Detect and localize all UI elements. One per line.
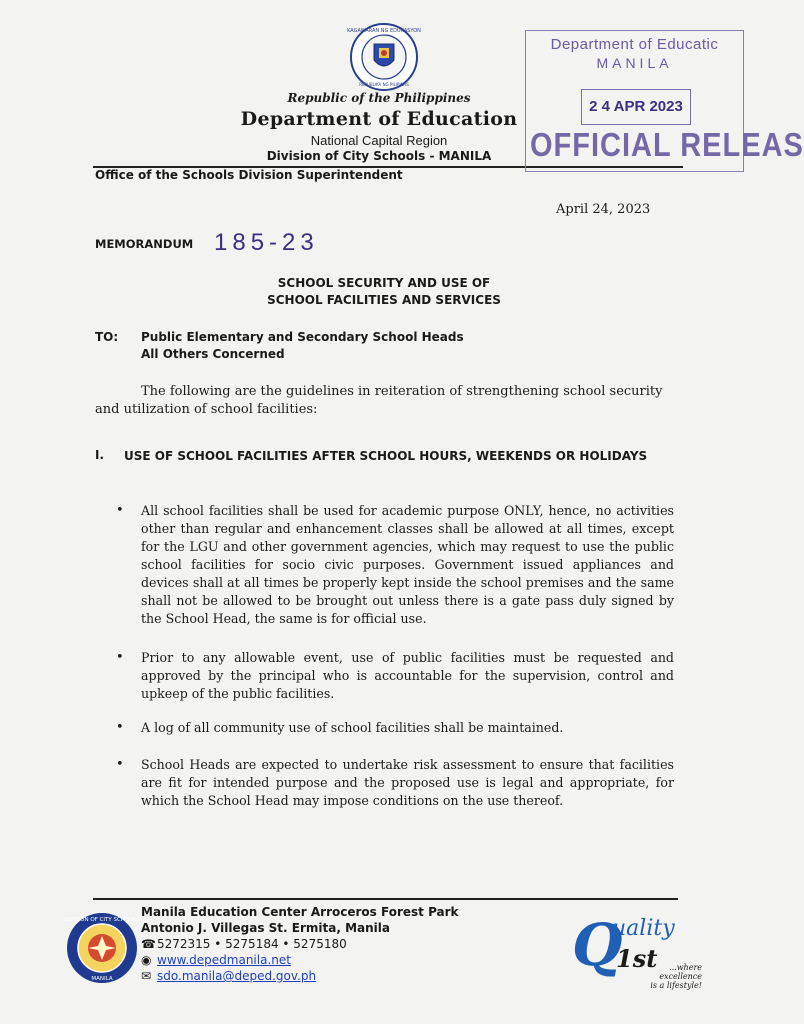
svg-text:1st: 1st: [616, 944, 658, 973]
footer-address-line2: Antonio J. Villegas St. Ermita, Manila: [141, 921, 390, 935]
stamp-department: Department of Educatic: [550, 36, 719, 53]
bullet-marker: •: [116, 503, 124, 518]
to-recipients-line1: Public Elementary and Secondary School Heads: [141, 330, 464, 344]
bullet-item: School Heads are expected to undertake risk assessment to ensure that facilities are fit for intended purpose and the proposed use is legal and appropriate, for which the School Head may impose conditions on the use thereof.: [141, 757, 674, 808]
bullet-item: Prior to any allowable event, use of public facilities must be requested and approved by the principal who is accountable for the supervision, control and upkeep of the public facilities.: [141, 650, 674, 701]
phone-icon: ☎: [141, 937, 156, 951]
globe-icon: ◉: [141, 953, 152, 967]
memo-number: 185-23: [214, 229, 319, 256]
quality-tagline-line1: ...where excellence: [659, 963, 702, 981]
svg-text:REPUBLIKA NG PILIPINAS: REPUBLIKA NG PILIPINAS: [359, 82, 409, 87]
bullet-marker: •: [116, 757, 124, 772]
footer-phone-row: [141, 937, 347, 951]
footer-email-row: [141, 969, 316, 983]
footer-address-line1: Manila Education Center Arroceros Forest Park: [141, 905, 459, 919]
stamp-release-text: OFFICIAL RELEAS: [530, 127, 804, 164]
memo-date: April 24, 2023: [556, 202, 651, 217]
bullet-marker: •: [116, 720, 124, 735]
quality-tagline: [626, 963, 702, 990]
deped-seal-logo: [349, 22, 419, 92]
svg-text:KAGAWARAN NG EDUKASYON: KAGAWARAN NG EDUKASYON: [347, 28, 421, 34]
header-office: Office of the Schools Division Superintendent: [95, 168, 403, 182]
svg-text:Q: Q: [572, 911, 623, 979]
bullet-item: All school facilities shall be used for academic purpose ONLY, hence, no activities other than regular and enhancement classes shall be allowed at all times, except for the LGU and other government agencies, which may request to use the public school facilities for socio civic purposes. Government issued appliances and devices shall at all times be properly kept inside the school premises and the same shall not be allowed to be brought out unless there is a gate pass duly signed by the School Head, the same is for official use.: [141, 503, 674, 626]
section-title: USE OF SCHOOL FACILITIES AFTER SCHOOL HOURS, WEEKENDS OR HOLIDAYS: [124, 449, 648, 463]
division-logo-bottom-text: MANILA: [91, 976, 113, 982]
footer-divider: [93, 898, 678, 900]
header-republic: Republic of the Philippines: [287, 91, 471, 105]
section-number: I.: [95, 448, 105, 462]
bullet-item: A log of all community use of school facilities shall be maintained.: [141, 720, 564, 735]
bullet-marker: •: [116, 650, 124, 665]
division-logo-ring-text: DIVISION OF CITY SCHOOLS: [63, 917, 141, 923]
footer-phone: 5272315 • 5275184 • 5275180: [157, 937, 347, 951]
intro-paragraph: The following are the guidelines in reiteration of strengthening school security and utilization of school facilities:: [95, 384, 663, 417]
mail-icon: ✉: [141, 969, 152, 983]
memo-title-line1: SCHOOL SECURITY AND USE OF: [277, 276, 491, 290]
footer-email-link[interactable]: sdo.manila@deped.gov.ph: [157, 969, 317, 983]
memo-title-line2: SCHOOL FACILITIES AND SERVICES: [267, 293, 501, 307]
header-department: Department of Education: [240, 108, 518, 130]
header-region: National Capital Region: [310, 133, 448, 148]
official-release-stamp: [525, 30, 804, 172]
footer-website-row: [141, 953, 291, 967]
quality-tagline-line2: is a lifestyle!: [650, 981, 702, 990]
header-division: Division of City Schools - MANILA: [266, 149, 492, 163]
footer-website-link[interactable]: www.depedmanila.net: [157, 953, 291, 967]
division-logo: [63, 912, 141, 984]
stamp-city: MANILA: [596, 55, 673, 71]
svg-text:uality: uality: [612, 916, 675, 941]
stamp-date: 2 4 APR 2023: [581, 89, 691, 125]
memo-label: MEMORANDUM: [95, 237, 194, 251]
to-recipients-line2: All Others Concerned: [141, 347, 285, 361]
to-label: TO:: [95, 330, 119, 344]
